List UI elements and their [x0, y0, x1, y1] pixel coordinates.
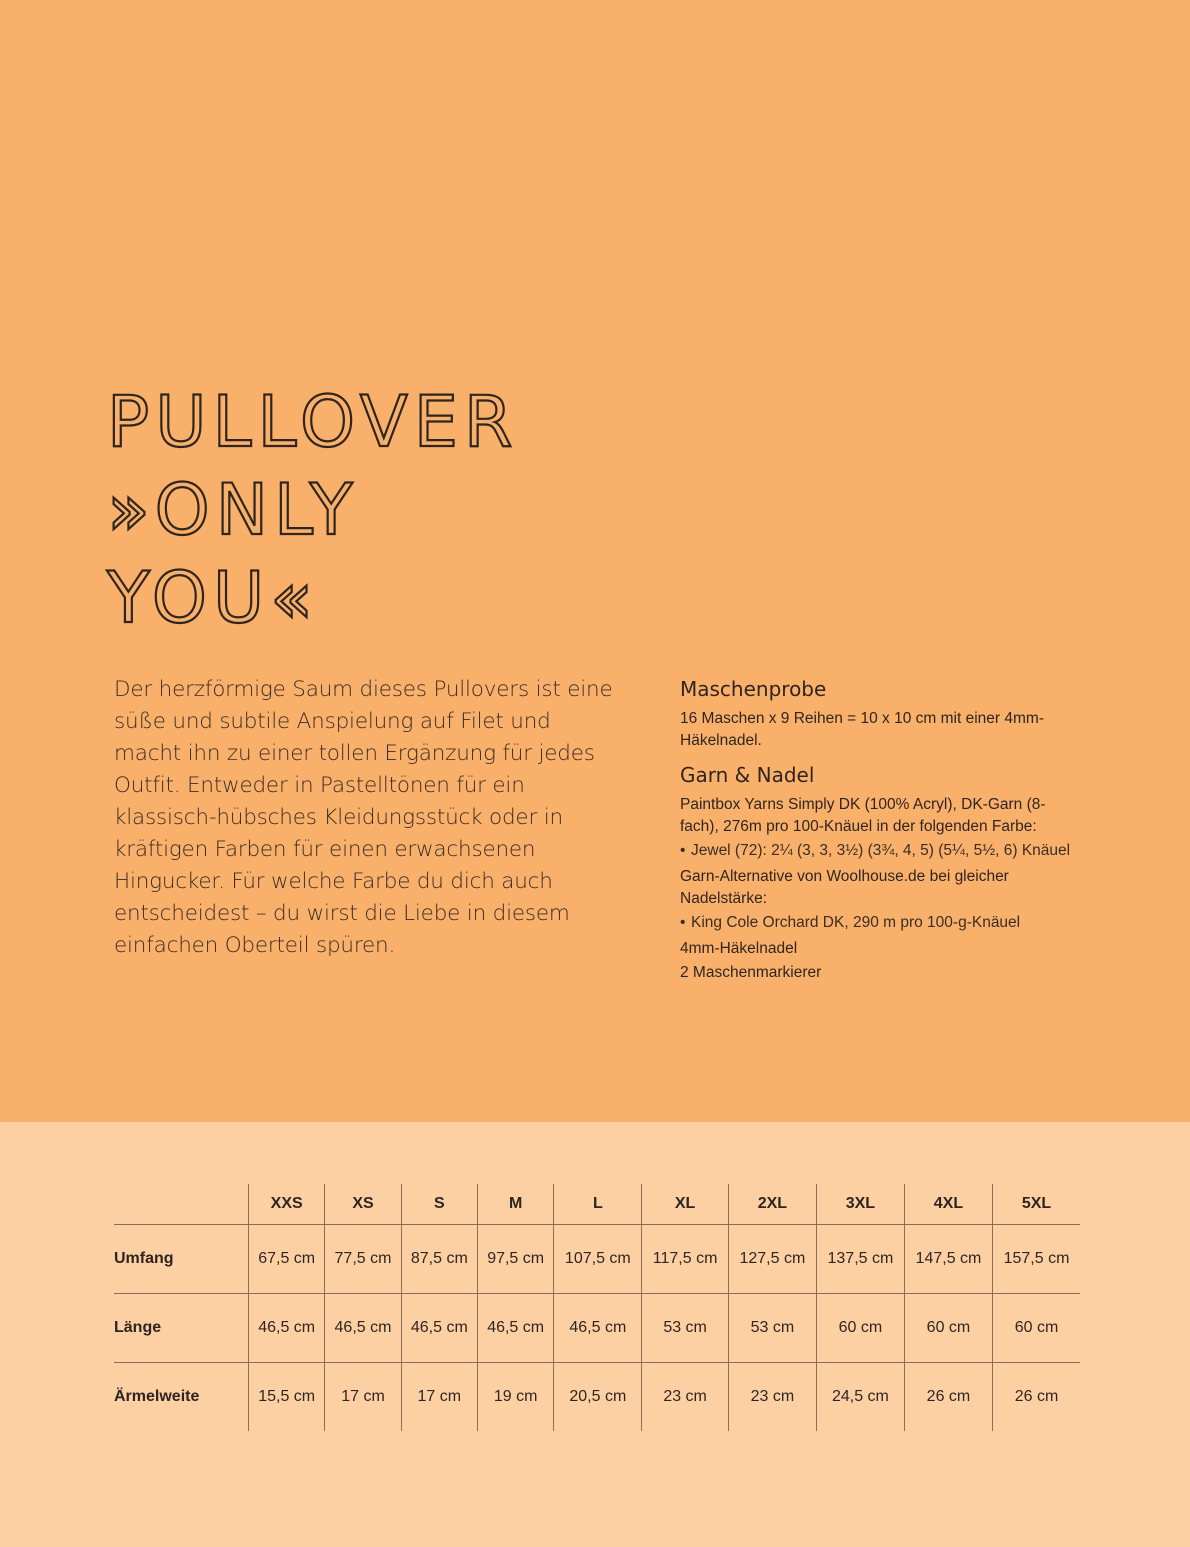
table-cell: 87,5 cm	[401, 1225, 477, 1294]
size-header: 3XL	[816, 1184, 904, 1225]
table-cell: 53 cm	[642, 1294, 728, 1363]
yarn-item: • Jewel (72): 2¼ (3, 3, 3½) (3¾, 4, 5) (5¼, 5½, 6) Knäuel	[680, 840, 1080, 862]
size-header: XL	[642, 1184, 728, 1225]
table-cell: 60 cm	[992, 1294, 1080, 1363]
table-cell: 46,5 cm	[477, 1294, 553, 1363]
table-row	[114, 1225, 1080, 1294]
size-header: L	[554, 1184, 642, 1225]
table-cell: 20,5 cm	[554, 1363, 642, 1432]
empty-corner	[114, 1184, 249, 1225]
table-cell: 60 cm	[816, 1294, 904, 1363]
size-table	[114, 1184, 1080, 1431]
gauge-heading: Maschenprobe	[680, 677, 827, 701]
size-header-row	[114, 1184, 1080, 1225]
table-cell: 26 cm	[904, 1363, 992, 1432]
table-cell: 23 cm	[728, 1363, 816, 1432]
table-row	[114, 1294, 1080, 1363]
title-line-2: »ONLY	[107, 469, 359, 551]
table-cell: 46,5 cm	[249, 1294, 325, 1363]
intro-paragraph: Der herzförmige Saum dieses Pullovers ist eine süße und subtile Anspielung auf Filet und macht ihn zu einer tollen Ergänzung für jedes Outfit. Entweder in Pastelltönen für ein klassisch-hübsches Kleidungsstück oder in kräftigen Farben für einen erwachsenen Hingucker. Für welche Farbe du dich auch entscheidest – du wirst die Liebe in diesem einfachen Oberteil spüren.	[114, 677, 613, 958]
table-cell: 137,5 cm	[816, 1225, 904, 1294]
table-cell: 46,5 cm	[554, 1294, 642, 1363]
table-cell: 46,5 cm	[325, 1294, 401, 1363]
table-cell: 17 cm	[401, 1363, 477, 1432]
table-row	[114, 1363, 1080, 1432]
yarn-text: Paintbox Yarns Simply DK (100% Acryl), DK-Garn (8-fach), 276m pro 100-Knäuel in der folgenden Farbe:	[680, 796, 1046, 835]
row-label: Umfang	[114, 1225, 249, 1294]
size-header: XS	[325, 1184, 401, 1225]
materials-column	[680, 676, 1080, 994]
yarn-section	[680, 762, 1080, 984]
alt-yarn-item: • King Cole Orchard DK, 290 m pro 100-g-Knäuel	[680, 912, 1080, 934]
row-label: Länge	[114, 1294, 249, 1363]
size-header: 4XL	[904, 1184, 992, 1225]
table-cell: 53 cm	[728, 1294, 816, 1363]
yarn-heading: Garn & Nadel	[680, 763, 815, 787]
row-label: Ärmelweite	[114, 1388, 200, 1405]
hook-text: 4mm-Häkelnadel	[680, 940, 798, 957]
size-header: XXS	[249, 1184, 325, 1225]
table-cell: 23 cm	[642, 1363, 728, 1432]
table-cell: 127,5 cm	[728, 1225, 816, 1294]
title-line-3: YOU«	[107, 557, 320, 639]
table-cell: 157,5 cm	[992, 1225, 1080, 1294]
gauge-text: 16 Maschen x 9 Reihen = 10 x 10 cm mit einer 4mm-Häkelnadel.	[680, 710, 1044, 749]
table-cell: 147,5 cm	[904, 1225, 992, 1294]
title-line-1: PULLOVER	[107, 381, 519, 463]
gauge-section	[680, 676, 1080, 752]
table-cell: 77,5 cm	[325, 1225, 401, 1294]
table-cell: 46,5 cm	[401, 1294, 477, 1363]
yarn-list	[680, 840, 1080, 862]
size-header: 2XL	[728, 1184, 816, 1225]
table-cell: 19 cm	[477, 1363, 553, 1432]
markers-text: 2 Maschenmarkierer	[680, 964, 822, 981]
table-cell: 117,5 cm	[642, 1225, 728, 1294]
table-cell: 15,5 cm	[249, 1363, 325, 1432]
size-header: 5XL	[992, 1184, 1080, 1225]
table-cell: 17 cm	[325, 1363, 401, 1432]
alt-yarn-list	[680, 912, 1080, 934]
table-cell: 97,5 cm	[477, 1225, 553, 1294]
table-cell: 24,5 cm	[816, 1363, 904, 1432]
alt-yarn-text: Garn-Alternative von Woolhouse.de bei gleicher Nadelstärke:	[680, 868, 1009, 907]
table-cell: 60 cm	[904, 1294, 992, 1363]
page-title	[107, 378, 519, 642]
size-header: M	[477, 1184, 553, 1225]
table-cell: 107,5 cm	[554, 1225, 642, 1294]
size-header: S	[401, 1184, 477, 1225]
table-cell: 26 cm	[992, 1363, 1080, 1432]
table-cell: 67,5 cm	[249, 1225, 325, 1294]
